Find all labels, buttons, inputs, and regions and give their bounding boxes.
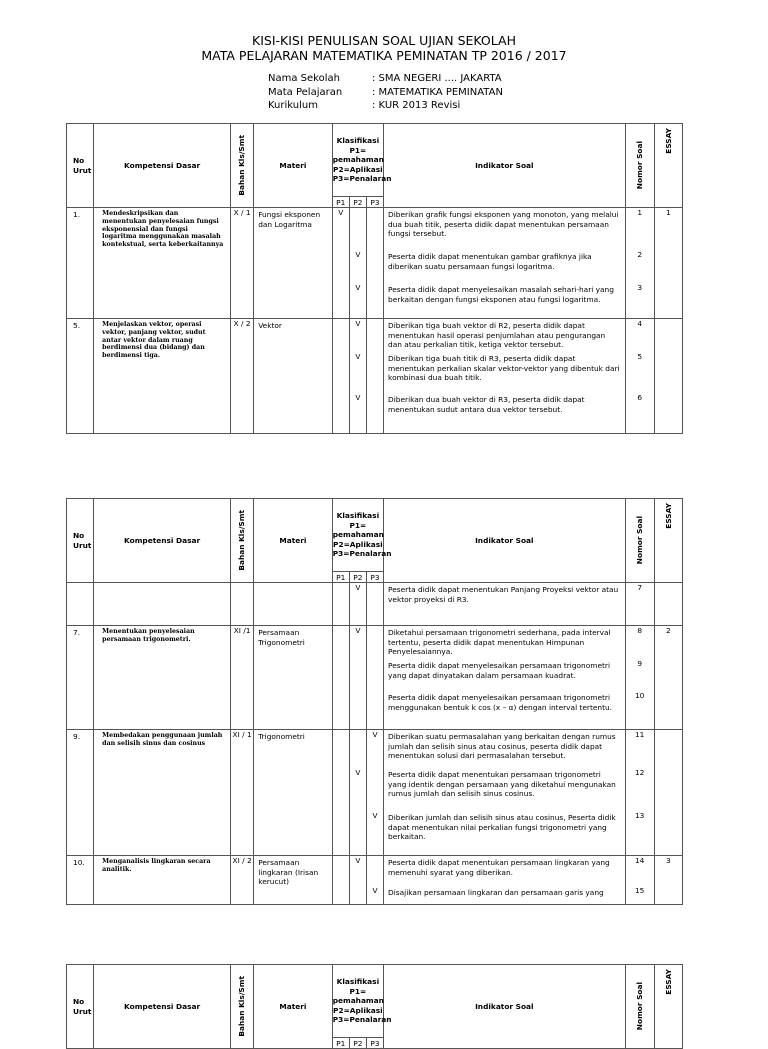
indikator-item: Disajikan persamaan lingkaran dan persamaan garis yang: [388, 888, 604, 897]
indikator-item: Peserta didik dapat menyelesaikan persamaan trigonometri menggunakan bentuk k cos (x – α) dengan interval tertentu.: [388, 693, 613, 712]
header-essay-label: ESSAY: [663, 128, 673, 154]
indikator-item: Peserta didik dapat menyelesaikan masalah sehari-hari yang berkaitan dengan fungsi eksponen atau fungsi logaritma.: [388, 285, 614, 304]
essay-cell: [654, 730, 682, 856]
indikator-item: Diberikan jumlah dan selisih sinus atau cosinus, Peserta didik dapat menentukan nilai perkalian fungsi trigonometri yang berkaitan.: [388, 813, 616, 842]
header-indikator-soal: Indikator Soal: [384, 124, 626, 208]
header-nomor-soal: [625, 499, 654, 583]
header-p3: P3: [366, 197, 383, 208]
p2-cell: [349, 319, 366, 434]
bahan-cell: XI / 1: [231, 730, 254, 856]
indikator-cell: [384, 856, 626, 905]
blueprint-table-3: [66, 964, 683, 1049]
p2-mark: V: [355, 250, 361, 259]
essay-cell: [654, 319, 682, 434]
p3-cell: [366, 208, 383, 319]
materi-cell: [254, 583, 333, 626]
p3-mark: [367, 856, 383, 886]
nomor-soal: 14: [634, 856, 645, 865]
p2-cell: [349, 730, 366, 856]
p2-mark: [350, 208, 366, 250]
nomor-soal: 5: [637, 352, 643, 361]
p3-cell: [366, 319, 383, 434]
p1-mark: [333, 319, 349, 352]
bahan-cell: X / 2: [231, 319, 254, 434]
kompetensi-cell: Menjelaskan vektor, operasi vektor, panjang vektor, sudut antar vektor dalam ruang berdimensi dua (bidang) dan berdimensi tiga.: [94, 319, 231, 434]
header-p2: P2: [349, 197, 366, 208]
indikator-item: Diberikan dua buah vektor di R3, peserta didik dapat menentukan sudut antara dua vektor tersebut.: [388, 395, 585, 414]
table-row: [67, 319, 683, 434]
header-klasifikasi: Klasifikasi P1= pemahaman P2=Aplikasi P3=Penalaran: [332, 965, 383, 1038]
no-urut-cell: 1.: [67, 208, 94, 319]
p1-mark: V: [338, 208, 344, 217]
p1-cell: [332, 730, 349, 856]
p2-mark: V: [355, 393, 361, 402]
header-kompetensi-dasar: Kompetensi Dasar: [94, 499, 231, 583]
info-label: Kurikulum: [268, 100, 318, 111]
header-p1: P1: [332, 572, 349, 583]
p1-mark: [333, 626, 349, 659]
kompetensi-cell: [94, 583, 231, 626]
p1-mark: [333, 768, 349, 811]
header-p3: P3: [366, 572, 383, 583]
p3-cell: [366, 730, 383, 856]
p1-mark: [333, 659, 349, 691]
no-urut-cell: [67, 583, 94, 626]
p3-mark: V: [372, 730, 378, 739]
header-bahan: [231, 965, 254, 1049]
p2-mark: [350, 730, 366, 768]
p2-mark: [350, 811, 366, 851]
p2-mark: V: [355, 768, 361, 777]
p3-mark: V: [372, 886, 378, 895]
p2-cell: [349, 583, 366, 626]
p1-mark: [333, 583, 349, 621]
p2-mark: [350, 659, 366, 691]
p3-mark: [367, 583, 383, 621]
header-no-urut: No Urut: [67, 965, 94, 1049]
p1-cell: [332, 208, 349, 319]
p2-mark: V: [355, 352, 361, 361]
header-essay-label: ESSAY: [663, 503, 673, 529]
indikator-item: Peserta didik dapat menentukan Panjang Proyeksi vektor atau vektor proyeksi di R3.: [388, 585, 619, 604]
p3-mark: [367, 659, 383, 691]
info-value: : SMA NEGERI .... JAKARTA: [372, 73, 502, 84]
info-row-curriculum: [268, 99, 503, 113]
p3-mark: V: [372, 811, 378, 820]
p2-mark: V: [355, 856, 361, 865]
info-label: Mata Pelajaran: [268, 86, 343, 98]
indikator-item: Peserta didik dapat menentukan persamaan trigonometri yang identik dengan persamaan yang diketahui mengunakan rumus jumlah dan selisih sinus cosinus.: [388, 770, 616, 799]
bahan-cell: XI / 2: [231, 856, 254, 905]
essay-cell: [654, 583, 682, 626]
header-materi: Materi: [254, 965, 333, 1049]
info-value: : MATEMATIKA PEMINATAN: [372, 86, 503, 98]
p1-mark: [333, 283, 349, 314]
nomor-soal: 11: [634, 730, 645, 739]
table-row: [67, 583, 683, 626]
nomor-soal: 6: [637, 393, 643, 402]
indikator-cell: [384, 208, 626, 319]
header-p3: P3: [366, 1038, 383, 1049]
p2-mark: V: [355, 583, 361, 592]
p2-mark: V: [355, 319, 361, 328]
header-no-urut: No Urut: [67, 499, 94, 583]
school-info: [268, 72, 503, 113]
essay-cell: 1: [654, 208, 682, 319]
p3-cell: [366, 583, 383, 626]
p2-cell: [349, 626, 366, 730]
header-materi: Materi: [254, 499, 333, 583]
p3-cell: [366, 626, 383, 730]
p2-mark: [350, 691, 366, 725]
kompetensi-cell: Membedakan penggunaan jumlah dan selisih sinus dan cosinus: [94, 730, 231, 856]
nomor-cell: [625, 730, 654, 856]
header-klasifikasi: Klasifikasi P1= pemahaman P2=Aplikasi P3=Penalaran: [332, 124, 383, 197]
p3-mark: [367, 283, 383, 314]
materi-cell: Persamaan Trigonometri: [254, 626, 333, 730]
header-nomor-soal: [625, 965, 654, 1049]
indikator-item: Diberikan tiga buah titik di R3, peserta didik dapat menentukan perkalian skalar vektor-vektor yang dibentuk dari kombinasi dua buah titik.: [388, 354, 620, 383]
p1-mark: [333, 730, 349, 768]
header-p1: P1: [332, 1038, 349, 1049]
header-nomor-label: Nomor Soal: [634, 516, 644, 565]
header-kompetensi-dasar: Kompetensi Dasar: [94, 124, 231, 208]
table-row: [67, 626, 683, 730]
essay-cell: 2: [654, 626, 682, 730]
p1-mark: [333, 250, 349, 283]
p1-mark: [333, 393, 349, 429]
essay-cell: 3: [654, 856, 682, 905]
header-p1: P1: [332, 197, 349, 208]
p1-cell: [332, 856, 349, 905]
nomor-soal: 13: [634, 811, 645, 820]
header-kompetensi-dasar: Kompetensi Dasar: [94, 965, 231, 1049]
document-subtitle: MATA PELAJARAN MATEMATIKA PEMINATAN TP 2016 / 2017: [201, 48, 567, 63]
header-no-urut: No Urut: [67, 124, 94, 208]
p3-mark: [367, 319, 383, 352]
nomor-soal: 9: [637, 659, 643, 668]
p3-mark: [367, 208, 383, 250]
kompetensi-cell: Mendeskripsikan dan menentukan penyelesaian fungsi eksponensial dan fungsi logaritma menggunakan masalah kontekstual, serta keberkaitannya: [94, 208, 231, 319]
nomor-cell: [625, 583, 654, 626]
indikator-item: Diberikan suatu permasalahan yang berkaitan dengan rumus jumlah dan selisih sinus atau cosinus, peserta didik dapat menentukan solusi dari permasalahan tersebut.: [388, 732, 616, 761]
header-bahan-label: Bahan Kls/Smt: [237, 976, 247, 1037]
table-row: [67, 208, 683, 319]
header-nomor-label: Nomor Soal: [634, 982, 644, 1031]
bahan-cell: XI /1: [231, 626, 254, 730]
nomor-cell: [625, 856, 654, 905]
no-urut-cell: 10.: [67, 856, 94, 905]
nomor-soal: 15: [634, 886, 645, 895]
header-bahan: [231, 124, 254, 208]
indikator-item: Peserta didik dapat menentukan persamaan lingkaran yang memenuhi syarat yang diberikan.: [388, 858, 610, 877]
header-essay: [654, 499, 682, 583]
indikator-item: Peserta didik dapat menentukan gambar grafiknya jika diberikan suatu persamaan fungsi logaritma.: [388, 252, 592, 271]
header-p2: P2: [349, 1038, 366, 1049]
header-bahan-label: Bahan Kls/Smt: [237, 135, 247, 196]
nomor-soal: 2: [637, 250, 643, 259]
kompetensi-cell: Menganalisis lingkaran secara analitik.: [94, 856, 231, 905]
header-essay: [654, 124, 682, 208]
header-bahan-label: Bahan Kls/Smt: [237, 510, 247, 571]
nomor-soal: 10: [634, 691, 645, 700]
indikator-item: Diketahui persamaan trigonometri sederhana, pada interval tertentu, peserta didik dapat menentukan Himpunan Penyelesaiannya.: [388, 628, 611, 657]
p1-mark: [333, 691, 349, 725]
materi-cell: Vektor: [254, 319, 333, 434]
header-essay-label: ESSAY: [663, 969, 673, 995]
nomor-cell: [625, 208, 654, 319]
indikator-item: Peserta didik dapat menyelesaikan persamaan trigonometri yang dapat dinyatakan dalam persamaan kuadrat.: [388, 661, 610, 680]
nomor-soal: 7: [637, 583, 643, 592]
no-urut-cell: 5.: [67, 319, 94, 434]
p2-mark: V: [355, 626, 361, 635]
indikator-cell: [384, 583, 626, 626]
no-urut-cell: 9.: [67, 730, 94, 856]
p3-mark: [367, 393, 383, 429]
p1-cell: [332, 626, 349, 730]
indikator-cell: [384, 730, 626, 856]
document-title: KISI-KISI PENULISAN SOAL UJIAN SEKOLAH: [252, 33, 516, 48]
blueprint-table-1: [66, 123, 683, 434]
p3-mark: [367, 691, 383, 725]
nomor-soal: 1: [637, 208, 643, 217]
info-row-subject: [268, 86, 503, 100]
info-row-school: [268, 72, 503, 86]
header-indikator-soal: Indikator Soal: [384, 965, 626, 1049]
table-row: [67, 856, 683, 905]
indikator-cell: [384, 626, 626, 730]
p1-cell: [332, 583, 349, 626]
indikator-item: Diberikan tiga buah vektor di R2, peserta didik dapat menentukan hasil operasi penjumlahan atau pengurangan dan atau perkalian titik, ketiga vektor tersebut.: [388, 321, 606, 350]
header-indikator-soal: Indikator Soal: [384, 499, 626, 583]
table-row: [67, 730, 683, 856]
header-essay: [654, 965, 682, 1049]
p3-cell: [366, 856, 383, 905]
nomor-soal: 8: [637, 626, 643, 635]
header-nomor-label: Nomor Soal: [634, 141, 644, 190]
p2-cell: [349, 856, 366, 905]
p2-cell: [349, 208, 366, 319]
materi-cell: Persamaan lingkaran (Irisan kerucut): [254, 856, 333, 905]
header-nomor-soal: [625, 124, 654, 208]
no-urut-cell: 7.: [67, 626, 94, 730]
p3-mark: [367, 768, 383, 811]
p2-mark: V: [355, 283, 361, 292]
materi-cell: Trigonometri: [254, 730, 333, 856]
p3-mark: [367, 250, 383, 283]
p1-mark: [333, 886, 349, 900]
p2-mark: [350, 886, 366, 900]
bahan-cell: [231, 583, 254, 626]
kompetensi-cell: Menentukan penyelesaian persamaan trigonometri.: [94, 626, 231, 730]
info-value: : KUR 2013 Revisi: [372, 100, 461, 111]
materi-cell: Fungsi eksponen dan Logaritma: [254, 208, 333, 319]
header-materi: Materi: [254, 124, 333, 208]
nomor-cell: [625, 626, 654, 730]
indikator-item: Diberikan grafik fungsi eksponen yang monoton, yang melalui dua buah titik, peserta didik dapat menentukan persamaan fungsi tersebut.: [388, 210, 619, 239]
bahan-cell: X / 1: [231, 208, 254, 319]
p3-mark: [367, 352, 383, 393]
info-label: Nama Sekolah: [268, 73, 340, 84]
nomor-soal: 3: [637, 283, 643, 292]
nomor-soal: 12: [634, 768, 645, 777]
header-klasifikasi: Klasifikasi P1= pemahaman P2=Aplikasi P3=Penalaran: [332, 499, 383, 572]
p3-mark: [367, 626, 383, 659]
indikator-cell: [384, 319, 626, 434]
nomor-soal: 4: [637, 319, 643, 328]
header-bahan: [231, 499, 254, 583]
p1-mark: [333, 352, 349, 393]
header-p2: P2: [349, 572, 366, 583]
nomor-cell: [625, 319, 654, 434]
p1-mark: [333, 811, 349, 851]
p1-mark: [333, 856, 349, 886]
blueprint-table-2: [66, 498, 683, 905]
p1-cell: [332, 319, 349, 434]
